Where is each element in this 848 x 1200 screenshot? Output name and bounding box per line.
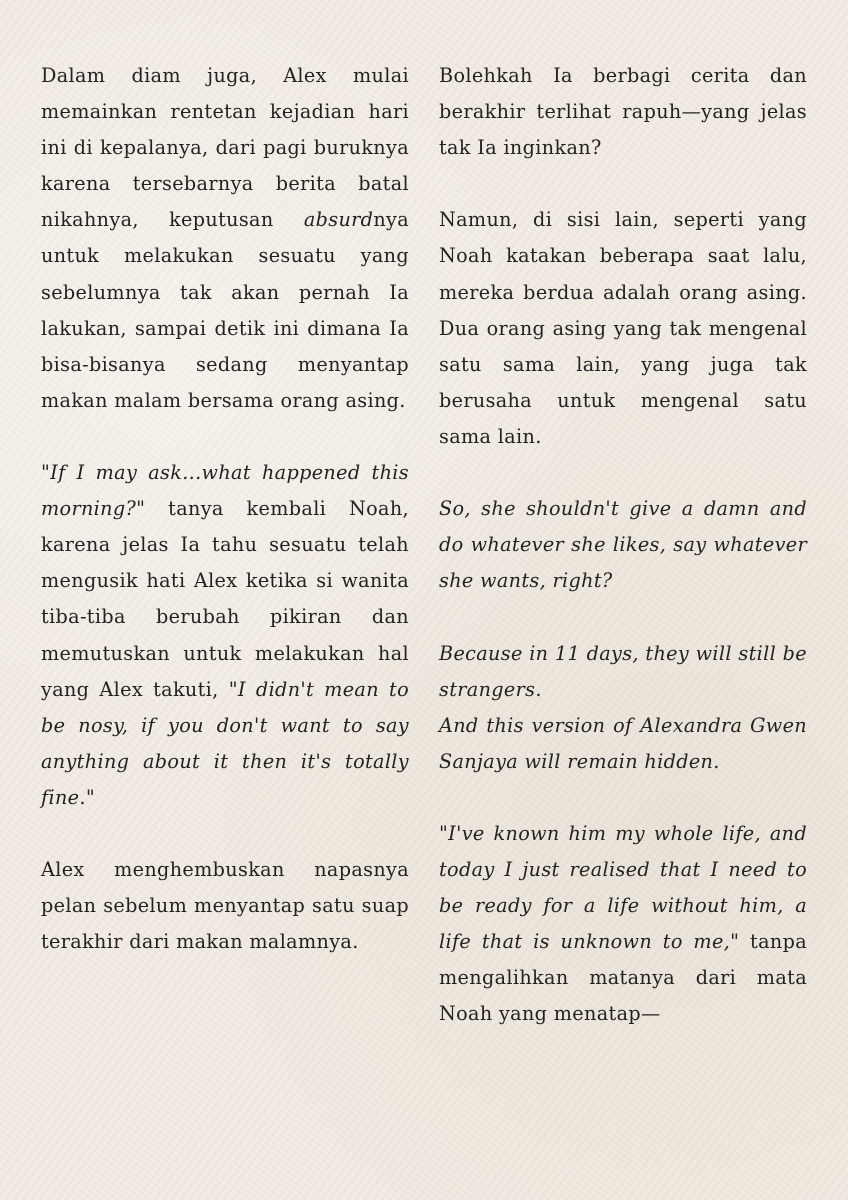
paragraph-known-him: "I've known him my whole life, and today I just realised that I need to be ready for a life without him, a life that is unknown to me," tanpa mengalihkan matanya dari mata Noah yang menatap— <box>439 821 808 1026</box>
paragraph-eleven-days: Because in 11 days, they will still be strangers. And this version of Alexandra Gwen Sanjaya will remain hidden. <box>439 641 807 773</box>
paragraph-share-story: Bolehkah Ia berbagi cerita dan berakhir terlihat rapuh—yang jelas tak Ia inginkan? <box>439 64 807 160</box>
paragraph-alex-exhale: Alex menghembuskan napasnya pelan sebelum menyantap satu suap terakhir dari makan malamnya. <box>41 858 409 954</box>
paragraph-alex-reflection: Dalam diam juga, Alex mulai memainkan rentetan kejadian hari ini di kepalanya, dari pagi buruknya karena tersebarnya berita batal nikahnya, keputusan absurdnya untuk melakukan sesuatu yang sebelumnya tak akan pernah Ia lakukan, sampai detik ini dimana Ia bisa-bisanya sedang menyantap makan malam bersama orang asing. <box>41 64 409 412</box>
right-column <box>439 58 807 1069</box>
paragraph-strangers: Namun, di sisi lain, seperti yang Noah katakan beberapa saat lalu, mereka berdua adalah orang asing. Dua orang asing yang tak mengenal satu sama lain, yang juga tak berusaha untuk mengenal satu sama lain. <box>439 208 807 448</box>
paragraph-shouldnt-care: So, she shouldn't give a damn and do whatever she likes, say whatever she wants, right? <box>439 497 807 593</box>
left-column <box>41 58 409 996</box>
paragraph-noah-question: "If I may ask...what happened this morning?" tanya kembali Noah, karena jelas Ia tahu sesuatu telah mengusik hati Alex ketika si wanita tiba-tiba berubah pikiran dan memutuskan untuk melakukan hal yang Alex takuti, "I didn't mean to be nosy, if you don't want to say anything about it then it's totally fine." <box>41 461 409 809</box>
